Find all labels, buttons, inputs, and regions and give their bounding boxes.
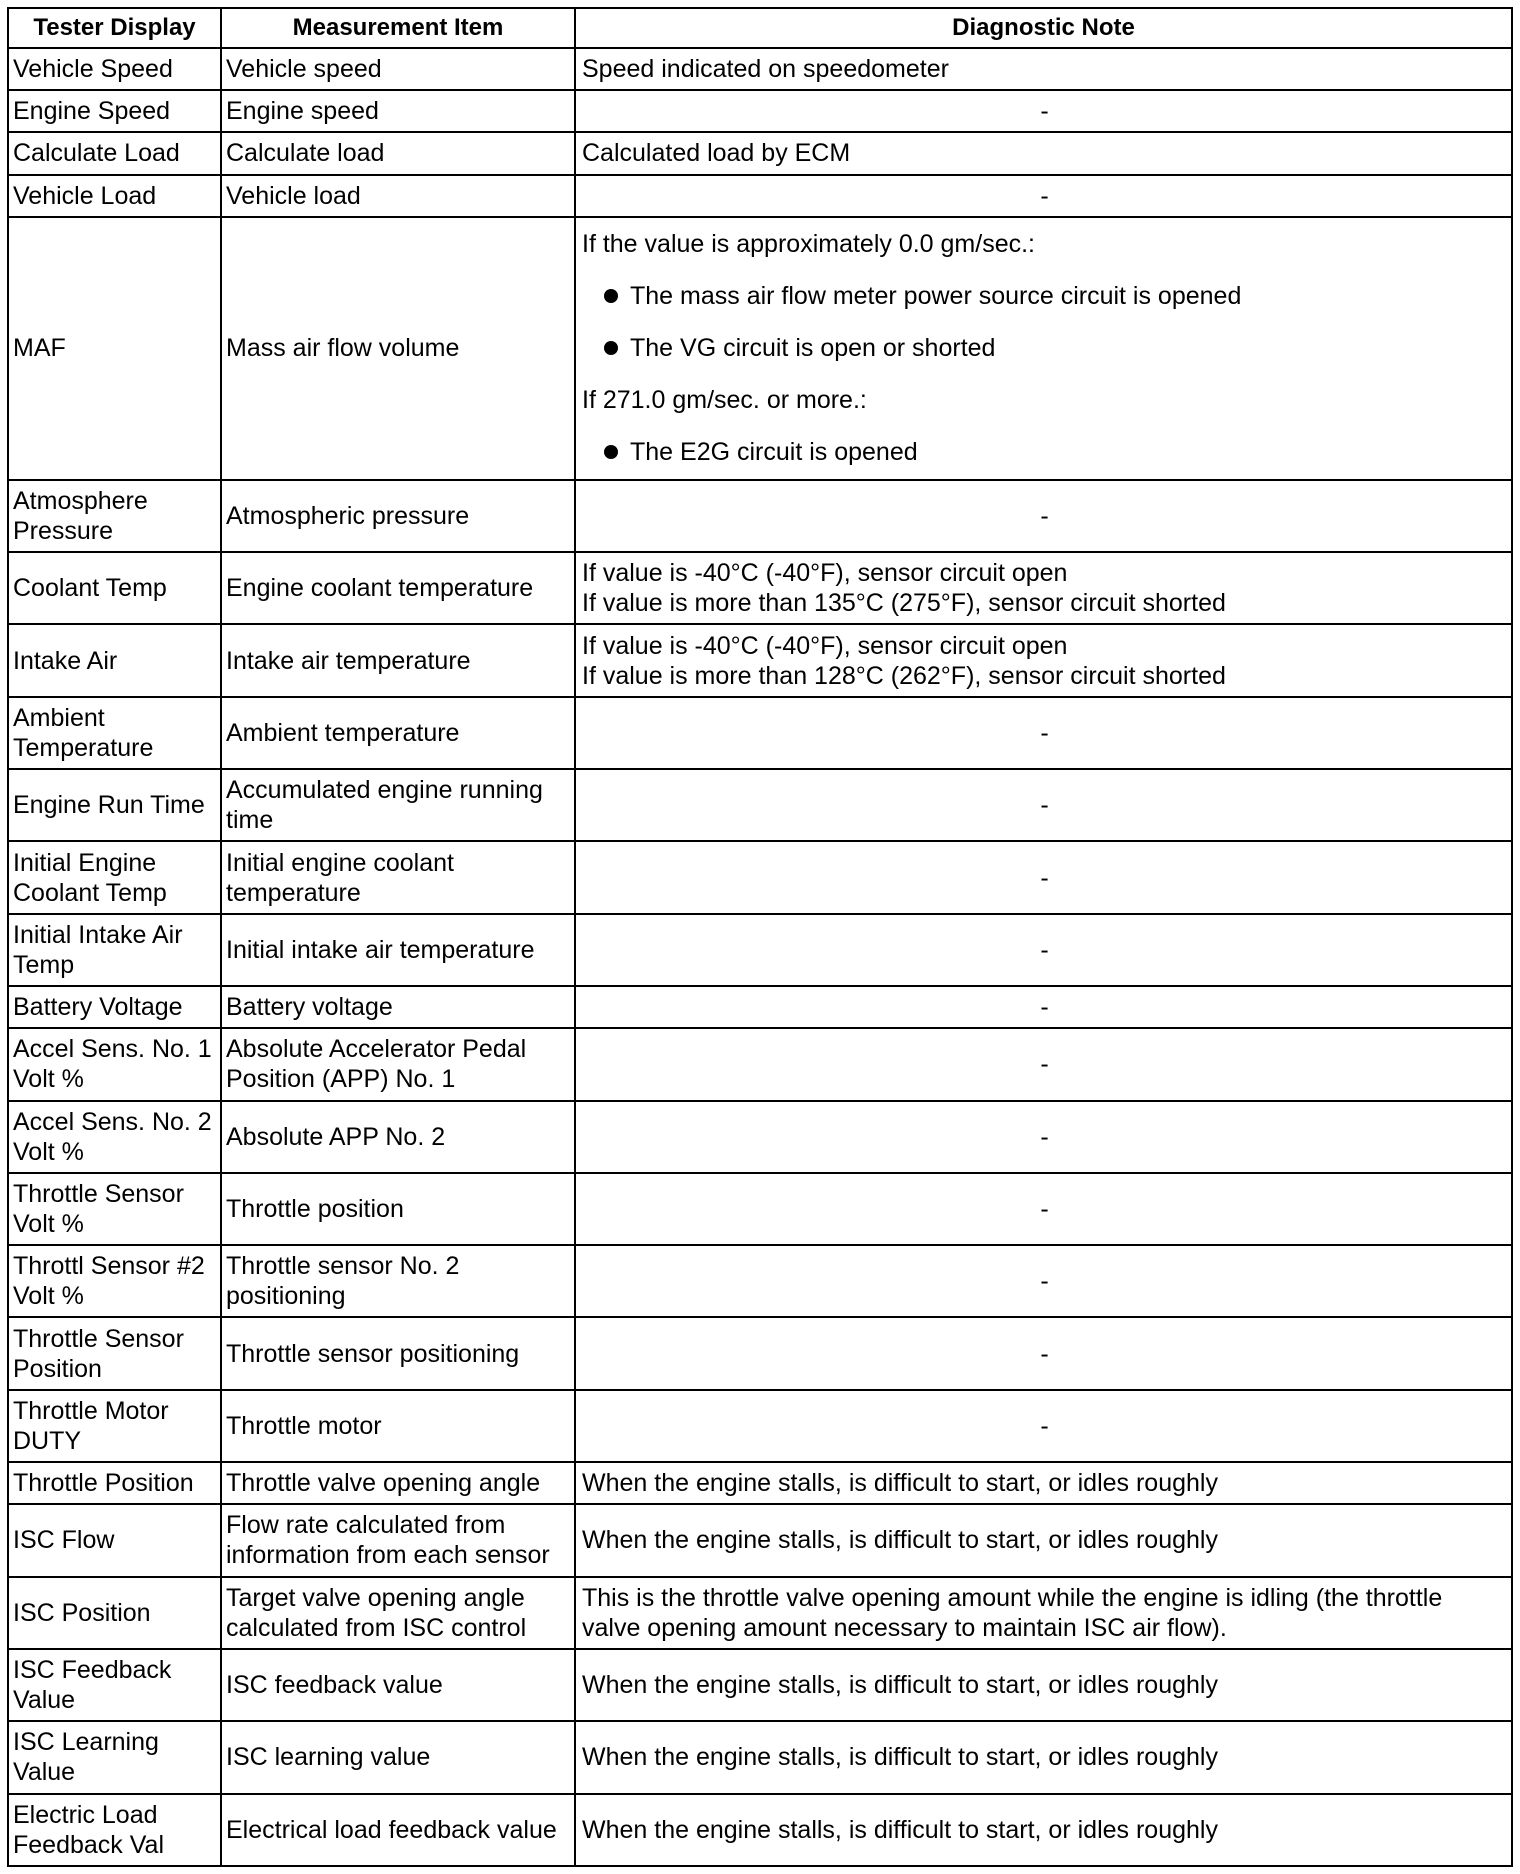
header-diagnostic-note: Diagnostic Note [575,8,1512,48]
tester-display-cell: Intake Air [8,624,221,696]
table-row [8,1245,1512,1317]
table-row [8,1390,1512,1462]
tester-display-cell: Initial Engine Coolant Temp [8,841,221,913]
measurement-item-cell: Vehicle load [221,175,575,217]
table-header-row [8,8,1512,48]
header-measurement-item: Measurement Item [221,8,575,48]
data-list-table [7,7,1513,1867]
tester-display-cell: Vehicle Speed [8,48,221,90]
table-row [8,1504,1512,1576]
diagnostic-note-cell: - [575,1173,1512,1245]
diagnostic-note-cell: When the engine stalls, is difficult to start, or idles roughly [575,1649,1512,1721]
measurement-item-cell: Throttle sensor positioning [221,1317,575,1389]
note-bullet [582,270,1507,322]
table-row [8,1101,1512,1173]
measurement-item-cell: Absolute Accelerator Pedal Position (APP) No. 1 [221,1028,575,1100]
note-bullet-text: The mass air flow meter power source circuit is opened [630,282,1242,311]
diagnostic-note-cell: Speed indicated on speedometer [575,48,1512,90]
measurement-item-cell: Throttle motor [221,1390,575,1462]
tester-display-cell: ISC Feedback Value [8,1649,221,1721]
tester-display-cell: ISC Flow [8,1504,221,1576]
table-row [8,217,1512,480]
tester-display-cell: Throttle Sensor Position [8,1317,221,1389]
note-paragraph: If 271.0 gm/sec. or more.: [582,386,867,415]
diagnostic-note-cell: - [575,841,1512,913]
bullet-icon [604,289,618,303]
table-row [8,132,1512,174]
tester-display-cell: Ambient Temperature [8,697,221,769]
diagnostic-note-cell: This is the throttle valve opening amount while the engine is idling (the throttle valve opening amount necessary to maintain ISC air flow). [575,1577,1512,1649]
tester-display-cell: Engine Run Time [8,769,221,841]
diagnostic-note-cell: - [575,986,1512,1028]
note-bullet [582,322,1507,374]
tester-display-cell: ISC Position [8,1577,221,1649]
diagnostic-note-cell: - [575,480,1512,552]
tester-display-cell: Initial Intake Air Temp [8,914,221,986]
note-bullet-text: The VG circuit is open or shorted [630,334,996,363]
diagnostic-note-cell: Calculated load by ECM [575,132,1512,174]
diagnostic-note-cell [575,624,1512,696]
tester-display-cell: Throttle Motor DUTY [8,1390,221,1462]
diagnostic-note-cell [575,552,1512,624]
table-body [8,48,1512,1866]
table-row [8,1317,1512,1389]
table-row [8,841,1512,913]
tester-display-cell: Calculate Load [8,132,221,174]
measurement-item-cell: ISC feedback value [221,1649,575,1721]
measurement-item-cell: Vehicle speed [221,48,575,90]
table-row [8,552,1512,624]
table-row [8,697,1512,769]
bullet-icon [604,445,618,459]
diagnostic-note-cell: When the engine stalls, is difficult to start, or idles roughly [575,1721,1512,1793]
measurement-item-cell: Accumulated engine running time [221,769,575,841]
measurement-item-cell: Throttle valve opening angle [221,1462,575,1504]
measurement-item-cell: ISC learning value [221,1721,575,1793]
tester-display-cell: Atmosphere Pressure [8,480,221,552]
diagnostic-note-cell: - [575,1028,1512,1100]
bullet-icon [604,341,618,355]
note-line: If value is more than 135°C (275°F), sensor circuit shorted [582,589,1226,618]
diagnostic-note-cell: - [575,1317,1512,1389]
table-row [8,1721,1512,1793]
measurement-item-cell: Battery voltage [221,986,575,1028]
diagnostic-note-cell: - [575,769,1512,841]
diagnostic-table-sheet [7,7,1511,1867]
table-row [8,1173,1512,1245]
table-row [8,914,1512,986]
diagnostic-note-cell: - [575,90,1512,132]
table-row [8,986,1512,1028]
measurement-item-cell: Intake air temperature [221,624,575,696]
table-row [8,1577,1512,1649]
diagnostic-note-cell: - [575,1245,1512,1317]
table-row [8,90,1512,132]
diagnostic-note-cell: - [575,175,1512,217]
table-row [8,48,1512,90]
measurement-item-cell: Initial intake air temperature [221,914,575,986]
measurement-item-cell: Electrical load feedback value [221,1794,575,1867]
tester-display-cell: ISC Learning Value [8,1721,221,1793]
table-row [8,1794,1512,1867]
diagnostic-note-cell: - [575,697,1512,769]
tester-display-cell: Vehicle Load [8,175,221,217]
measurement-item-cell: Throttle sensor No. 2 positioning [221,1245,575,1317]
table-row [8,1028,1512,1100]
measurement-item-cell: Ambient temperature [221,697,575,769]
note-line: If value is -40°C (-40°F), sensor circuit open [582,559,1068,588]
measurement-item-cell: Calculate load [221,132,575,174]
measurement-item-cell: Absolute APP No. 2 [221,1101,575,1173]
tester-display-cell: Electric Load Feedback Val [8,1794,221,1867]
diagnostic-note-cell: - [575,914,1512,986]
table-row [8,624,1512,696]
diagnostic-note-cell: - [575,1390,1512,1462]
diagnostic-note-cell: - [575,1101,1512,1173]
measurement-item-cell: Engine coolant temperature [221,552,575,624]
measurement-item-cell: Engine speed [221,90,575,132]
tester-display-cell: Throttle Sensor Volt % [8,1173,221,1245]
note-bullet [582,426,1507,478]
table-row [8,480,1512,552]
tester-display-cell: Accel Sens. No. 2 Volt % [8,1101,221,1173]
measurement-item-cell: Target valve opening angle calculated from ISC control [221,1577,575,1649]
table-row [8,1462,1512,1504]
note-line: If value is -40°C (-40°F), sensor circuit open [582,631,1068,660]
tester-display-cell: Coolant Temp [8,552,221,624]
note-bullet-text: The E2G circuit is opened [630,438,918,467]
tester-display-cell: Throttl Sensor #2 Volt % [8,1245,221,1317]
note-paragraph: If the value is approximately 0.0 gm/sec.: [582,230,1035,259]
measurement-item-cell: Initial engine coolant temperature [221,841,575,913]
tester-display-cell: MAF [8,217,221,480]
table-row [8,1649,1512,1721]
tester-display-cell: Throttle Position [8,1462,221,1504]
table-row [8,175,1512,217]
note-line: If value is more than 128°C (262°F), sensor circuit shorted [582,661,1226,690]
diagnostic-note-cell: When the engine stalls, is difficult to start, or idles roughly [575,1462,1512,1504]
tester-display-cell: Engine Speed [8,90,221,132]
measurement-item-cell: Atmospheric pressure [221,480,575,552]
measurement-item-cell: Mass air flow volume [221,217,575,480]
diagnostic-note-cell: When the engine stalls, is difficult to start, or idles roughly [575,1504,1512,1576]
measurement-item-cell: Throttle position [221,1173,575,1245]
table-row [8,769,1512,841]
diagnostic-note-cell: When the engine stalls, is difficult to start, or idles roughly [575,1794,1512,1867]
diagnostic-note-cell [575,217,1512,480]
header-tester-display: Tester Display [8,8,221,48]
tester-display-cell: Accel Sens. No. 1 Volt % [8,1028,221,1100]
tester-display-cell: Battery Voltage [8,986,221,1028]
measurement-item-cell: Flow rate calculated from information from each sensor [221,1504,575,1576]
